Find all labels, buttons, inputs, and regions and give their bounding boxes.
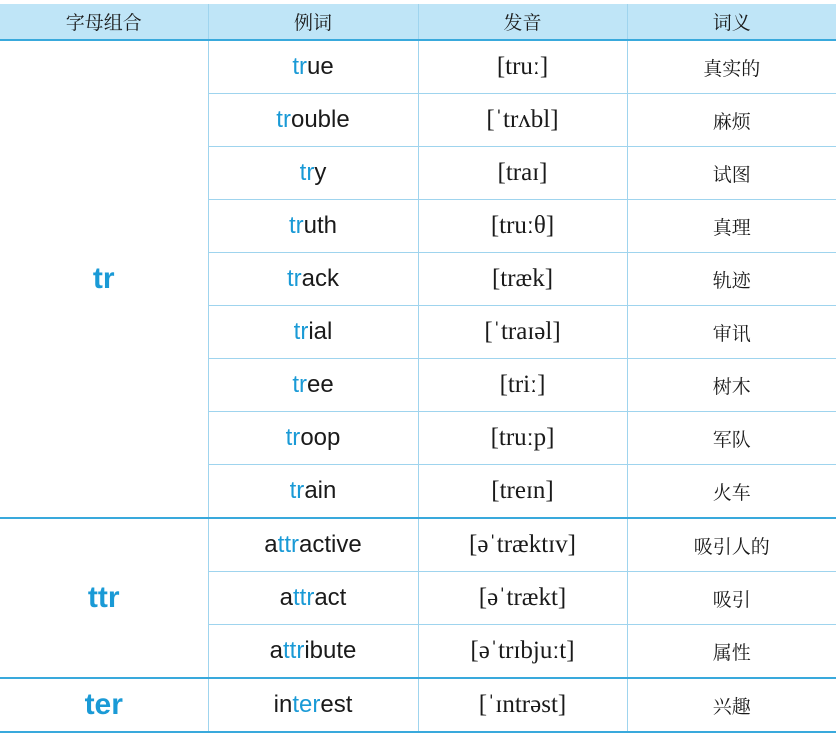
meaning-cell: 属性 bbox=[627, 625, 836, 679]
letter-combo-cell: ttr bbox=[0, 518, 208, 678]
word-highlight: tr bbox=[289, 477, 305, 504]
word-suffix: ee bbox=[306, 371, 334, 398]
example-word-cell bbox=[208, 40, 418, 94]
header-pronunciation: 发音 bbox=[418, 4, 627, 40]
example-word-cell bbox=[208, 678, 418, 732]
example-word-cell bbox=[208, 253, 418, 306]
word-suffix: ial bbox=[308, 318, 333, 345]
meaning-cell: 树木 bbox=[627, 359, 836, 412]
word-suffix: ibute bbox=[304, 637, 357, 664]
header-letter-combo: 字母组合 bbox=[0, 4, 208, 40]
word-highlight: tr bbox=[292, 53, 307, 80]
word-suffix: est bbox=[320, 691, 353, 718]
meaning-cell: 军队 bbox=[627, 412, 836, 465]
pronunciation-cell: [əˈtrækt] bbox=[418, 572, 627, 625]
table-row bbox=[0, 678, 836, 732]
word-suffix: ack bbox=[301, 265, 340, 292]
example-word-cell bbox=[208, 465, 418, 519]
word-suffix: active bbox=[298, 531, 362, 558]
word-suffix: ain bbox=[304, 477, 337, 504]
phonics-table bbox=[0, 4, 836, 733]
word-prefix: a bbox=[269, 637, 283, 664]
word-highlight: ttr bbox=[293, 584, 315, 611]
example-word-cell bbox=[208, 94, 418, 147]
word-suffix: uth bbox=[303, 212, 338, 239]
pronunciation-cell: [əˈtrɪbjuːt] bbox=[418, 625, 627, 679]
meaning-cell: 火车 bbox=[627, 465, 836, 519]
word-highlight: tr bbox=[276, 106, 291, 133]
pronunciation-cell: [treɪn] bbox=[418, 465, 627, 519]
word-highlight: tr bbox=[299, 159, 315, 186]
word-suffix: ue bbox=[306, 53, 334, 80]
word-prefix: a bbox=[279, 584, 293, 611]
meaning-cell: 吸引 bbox=[627, 572, 836, 625]
word-suffix: oop bbox=[300, 424, 341, 451]
meaning-cell: 麻烦 bbox=[627, 94, 836, 147]
word-highlight: tr bbox=[285, 424, 301, 451]
header-row bbox=[0, 4, 836, 40]
pronunciation-cell: [ˈtraɪəl] bbox=[418, 306, 627, 359]
example-word-cell bbox=[208, 518, 418, 572]
pronunciation-cell: [truː] bbox=[418, 40, 627, 94]
word-highlight: ttr bbox=[277, 531, 299, 558]
example-word-cell bbox=[208, 200, 418, 253]
letter-combo-cell: ter bbox=[0, 678, 208, 732]
word-highlight: tr bbox=[293, 318, 309, 345]
word-highlight: ter bbox=[292, 691, 321, 718]
meaning-cell: 试图 bbox=[627, 147, 836, 200]
meaning-cell: 轨迹 bbox=[627, 253, 836, 306]
example-word-cell bbox=[208, 412, 418, 465]
example-word-cell bbox=[208, 306, 418, 359]
word-highlight: tr bbox=[286, 265, 302, 292]
table-header bbox=[0, 4, 836, 40]
pronunciation-cell: [truːp] bbox=[418, 412, 627, 465]
example-word-cell bbox=[208, 572, 418, 625]
word-suffix: act bbox=[314, 584, 347, 611]
header-meaning: 词义 bbox=[627, 4, 836, 40]
word-highlight: tr bbox=[292, 371, 307, 398]
pronunciation-cell: [ˈtrʌbl] bbox=[418, 94, 627, 147]
letter-combo-cell: tr bbox=[0, 40, 208, 518]
table-body bbox=[0, 40, 836, 732]
meaning-cell: 兴趣 bbox=[627, 678, 836, 732]
pronunciation-cell: [əˈtræktɪv] bbox=[418, 518, 627, 572]
table-row bbox=[0, 40, 836, 94]
pronunciation-cell: [truːθ] bbox=[418, 200, 627, 253]
example-word-cell bbox=[208, 359, 418, 412]
pronunciation-cell: [ˈɪntrəst] bbox=[418, 678, 627, 732]
meaning-cell: 审讯 bbox=[627, 306, 836, 359]
meaning-cell: 真实的 bbox=[627, 40, 836, 94]
table-row bbox=[0, 518, 836, 572]
word-highlight: ttr bbox=[282, 637, 305, 664]
example-word-cell bbox=[208, 625, 418, 679]
word-highlight: tr bbox=[288, 212, 304, 239]
word-suffix: y bbox=[314, 159, 327, 186]
pronunciation-cell: [traɪ] bbox=[418, 147, 627, 200]
pronunciation-cell: [triː] bbox=[418, 359, 627, 412]
meaning-cell: 吸引人的 bbox=[627, 518, 836, 572]
header-example-word: 例词 bbox=[208, 4, 418, 40]
word-prefix: in bbox=[273, 691, 293, 718]
pronunciation-cell: [træk] bbox=[418, 253, 627, 306]
word-prefix: a bbox=[264, 531, 278, 558]
meaning-cell: 真理 bbox=[627, 200, 836, 253]
word-suffix: ouble bbox=[290, 106, 350, 133]
example-word-cell bbox=[208, 147, 418, 200]
